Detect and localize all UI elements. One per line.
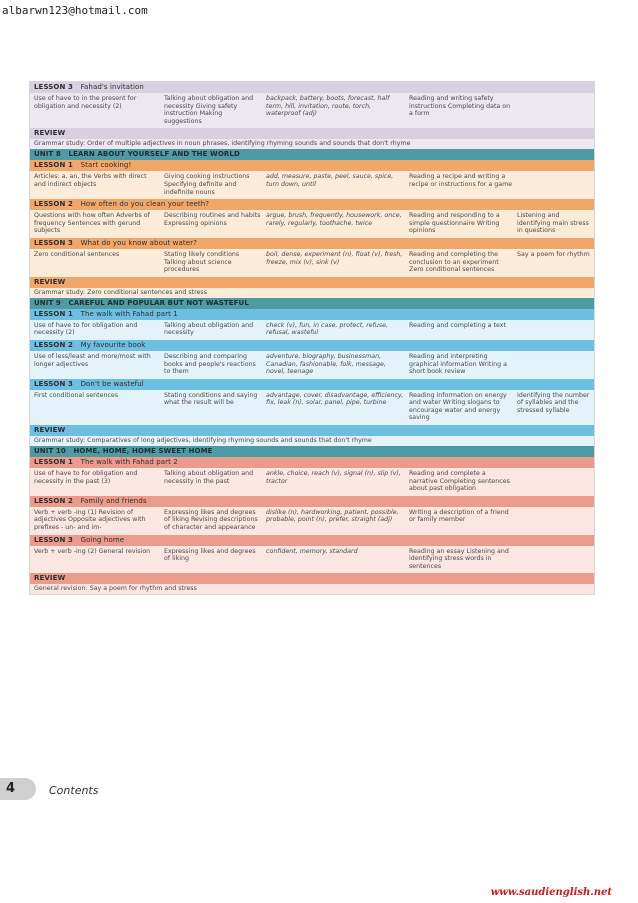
grammar-cell: Use of less/least and more/most with longer adjectives	[34, 352, 151, 368]
functions-cell: Talking about obligation and necessity in the past	[164, 470, 254, 485]
lesson-row	[30, 507, 594, 535]
pronunciation-cell	[517, 353, 594, 376]
lesson-title: Don't be wasteful	[80, 379, 144, 388]
unit-label: UNIT 9	[34, 298, 61, 307]
page-title: Contents	[49, 784, 99, 797]
review-header: REVIEW	[30, 277, 594, 288]
skills-cell: Reading a recipe and writing a recipe or instructions for a game	[409, 173, 513, 188]
vocabulary-cell: argue, brush, frequently, housework, once, rarely, regularly, toothache, twice	[266, 212, 402, 227]
lesson-row	[30, 210, 594, 238]
functions-cell: Expressing likes and degrees of liking Revising descriptions of character and appearance	[164, 508, 258, 532]
functions-cell: Giving cooking instructions Specifying definite and indefinite nouns	[164, 173, 250, 196]
pronunciation-cell	[517, 95, 594, 125]
vocabulary-cell: confident, memory, standard	[266, 547, 358, 555]
lesson-header	[30, 309, 594, 320]
lesson-header	[30, 199, 594, 210]
lesson-header	[30, 496, 594, 507]
lesson-header	[30, 238, 594, 249]
grammar-cell: Use of have to in the present for obligation and necessity (2)	[34, 95, 137, 110]
review-text: General revision: Say a poem for rhythm and stress	[30, 584, 594, 594]
skills-cell: Reading and completing a text	[409, 321, 506, 329]
review-header: REVIEW	[30, 425, 594, 436]
unit-label: UNIT 10	[34, 447, 66, 456]
vocabulary-cell: backpack, battery, boots, forecast, half term, hill, invitation, route, torch, waterproof (adj)	[266, 95, 390, 118]
website-link[interactable]: www.saudienglish.net	[490, 887, 612, 898]
lesson-row	[30, 468, 594, 496]
unit-header	[30, 149, 594, 160]
lesson-title: Fahad's invitation	[80, 83, 144, 91]
lesson-label: LESSON 2	[34, 340, 73, 349]
lesson-title: Going home	[80, 535, 125, 544]
lesson-title: My favourite book	[80, 340, 146, 349]
pronunciation-cell	[517, 509, 594, 532]
page-number: 4	[6, 781, 16, 796]
lesson-header	[30, 340, 594, 351]
skills-cell: Reading and completing the conclusion to an experiment Zero conditional sentences	[409, 250, 499, 274]
lesson-label: LESSON 2	[34, 200, 73, 209]
unit-header	[30, 446, 594, 457]
pronunciation-cell	[517, 322, 594, 337]
vocabulary-cell: ankle, choice, reach (v), signal (n), slip (v), tractor	[266, 470, 401, 485]
vocabulary-cell: boil, dense, experiment (n), float (v), fresh, freeze, mix (v), sink (v)	[266, 250, 403, 266]
lesson-header	[30, 160, 594, 171]
grammar-cell: Articles: a, an, the Verbs with direct and indirect objects	[34, 173, 147, 188]
pronunciation-cell	[517, 173, 594, 196]
review-header: REVIEW	[30, 573, 594, 584]
unit-label: UNIT 8	[34, 150, 61, 159]
lesson-row	[30, 320, 594, 340]
vocabulary-cell: adventure, biography, businessman, Canadian, fashionable, folk, message, novel, teenage	[266, 352, 386, 376]
functions-cell: Talking about obligation and necessity	[164, 321, 254, 337]
lesson-row	[30, 171, 594, 199]
grammar-cell: Use of have to for obligation and necessity in the past (3)	[34, 470, 138, 485]
review-header: REVIEW	[30, 128, 594, 139]
vocabulary-cell: check (v), fun, in case, protect, refuse, refusal, wasteful	[266, 321, 389, 337]
functions-cell: Expressing likes and degrees of liking	[164, 547, 256, 563]
pronunciation-cell: Say a poem for rhythm	[517, 250, 590, 258]
lesson-row	[30, 390, 594, 425]
skills-cell: Reading and interpreting graphical information Writing a short book review	[409, 352, 507, 376]
lesson-title: Family and friends	[80, 496, 147, 505]
lesson-title: What do you know about water?	[80, 238, 197, 247]
lesson-header	[30, 379, 594, 390]
lesson-title: The walk with Fahad part 1	[80, 309, 178, 318]
skills-cell: Reading and responding to a simple questionnaire Writing opinions	[409, 212, 500, 235]
functions-cell: Stating conditions and saying what the result will be	[164, 391, 258, 407]
unit-header	[30, 298, 594, 309]
unit-title: LEARN ABOUT YOURSELF AND THE WORLD	[68, 150, 240, 159]
lesson-row	[30, 93, 594, 128]
grammar-cell: Zero conditional sentences	[34, 250, 120, 258]
unit-title: HOME, HOME, HOME SWEET HOME	[73, 447, 213, 456]
unit-title: CAREFUL AND POPULAR BUT NOT WASTEFUL	[68, 298, 249, 307]
vocabulary-cell: dislike (n), hardworking, patient, possible, probable, point (n), prefer, straight (adj)	[266, 508, 399, 524]
skills-cell: Reading and writing safety instructions Completing data on a form	[409, 95, 511, 118]
review-text: Grammar study: Zero conditional sentences and stress	[30, 288, 594, 298]
lesson-label: LESSON 3	[34, 379, 73, 388]
lesson-label: LESSON 3	[34, 83, 73, 91]
skills-cell: Reading and complete a narrative Completing sentences about past obligation	[409, 470, 510, 493]
review-text: Grammar study: Order of multiple adjectives in noun phrases, identifying rhyming sounds and sounds that don't rhyme	[30, 139, 594, 149]
lesson-title: Start cooking!	[80, 161, 132, 170]
lesson-label: LESSON 3	[34, 238, 73, 247]
grammar-cell: First conditional sentences	[34, 391, 119, 399]
lesson-header	[30, 535, 594, 546]
lesson-header	[30, 457, 594, 468]
email-watermark: albarwn123@hotmail.com	[2, 4, 148, 17]
lesson-header	[30, 82, 594, 93]
lesson-label: LESSON 2	[34, 496, 73, 505]
pronunciation-cell	[517, 470, 594, 493]
lesson-row	[30, 546, 594, 574]
functions-cell: Describing routines and habits Expressing opinions	[164, 212, 261, 227]
pronunciation-cell	[517, 548, 594, 571]
lesson-title: How often do you clean your teeth?	[80, 200, 210, 209]
functions-cell: Talking about obligation and necessity Giving safety instruction Making suggestions	[164, 95, 254, 125]
functions-cell: Stating likely conditions Talking about science procedures	[164, 250, 240, 274]
lesson-label: LESSON 3	[34, 535, 73, 544]
contents-table	[29, 81, 595, 595]
grammar-cell: Questions with how often Adverbs of frequency Sentences with gerund subjects	[34, 212, 150, 235]
grammar-cell: Verb + verb -ing (2) General revision	[34, 547, 151, 555]
lesson-label: LESSON 1	[34, 458, 73, 467]
pronunciation-cell: Identifying the number of syllables and the stressed syllable	[517, 391, 590, 414]
lesson-title: The walk with Fahad part 2	[80, 458, 178, 467]
functions-cell: Describing and comparing books and people's reactions to them	[164, 352, 256, 376]
vocabulary-cell: advantage, cover, disadvantage, efficiency, fix, leak (n), solar, panel, pipe, turbine	[266, 391, 404, 407]
lesson-label: LESSON 1	[34, 161, 73, 170]
lesson-row	[30, 351, 594, 379]
skills-cell: Writing a description of a friend or family member	[409, 508, 509, 524]
review-text: Grammar study: Comparatives of long adjectives, identifying rhyming sounds and sounds that don't rhyme	[30, 436, 594, 446]
skills-cell: Reading an essay Listening and identifying stress words in sentences	[409, 547, 509, 570]
lesson-label: LESSON 1	[34, 309, 73, 318]
lesson-row	[30, 249, 594, 277]
grammar-cell: Use of have to for obligation and necessity (2)	[34, 321, 138, 337]
pronunciation-cell: Listening and identifying main stress in questions	[517, 212, 589, 235]
skills-cell: Reading information on energy and water Writing slogans to encourage water and energy saving	[409, 391, 507, 422]
vocabulary-cell: add, measure, paste, peel, sauce, spice, turn down, until	[266, 173, 394, 188]
grammar-cell: Verb + verb -ing (1) Revision of adjectives Opposite adjectives with prefixes - un- and im-	[34, 508, 146, 532]
